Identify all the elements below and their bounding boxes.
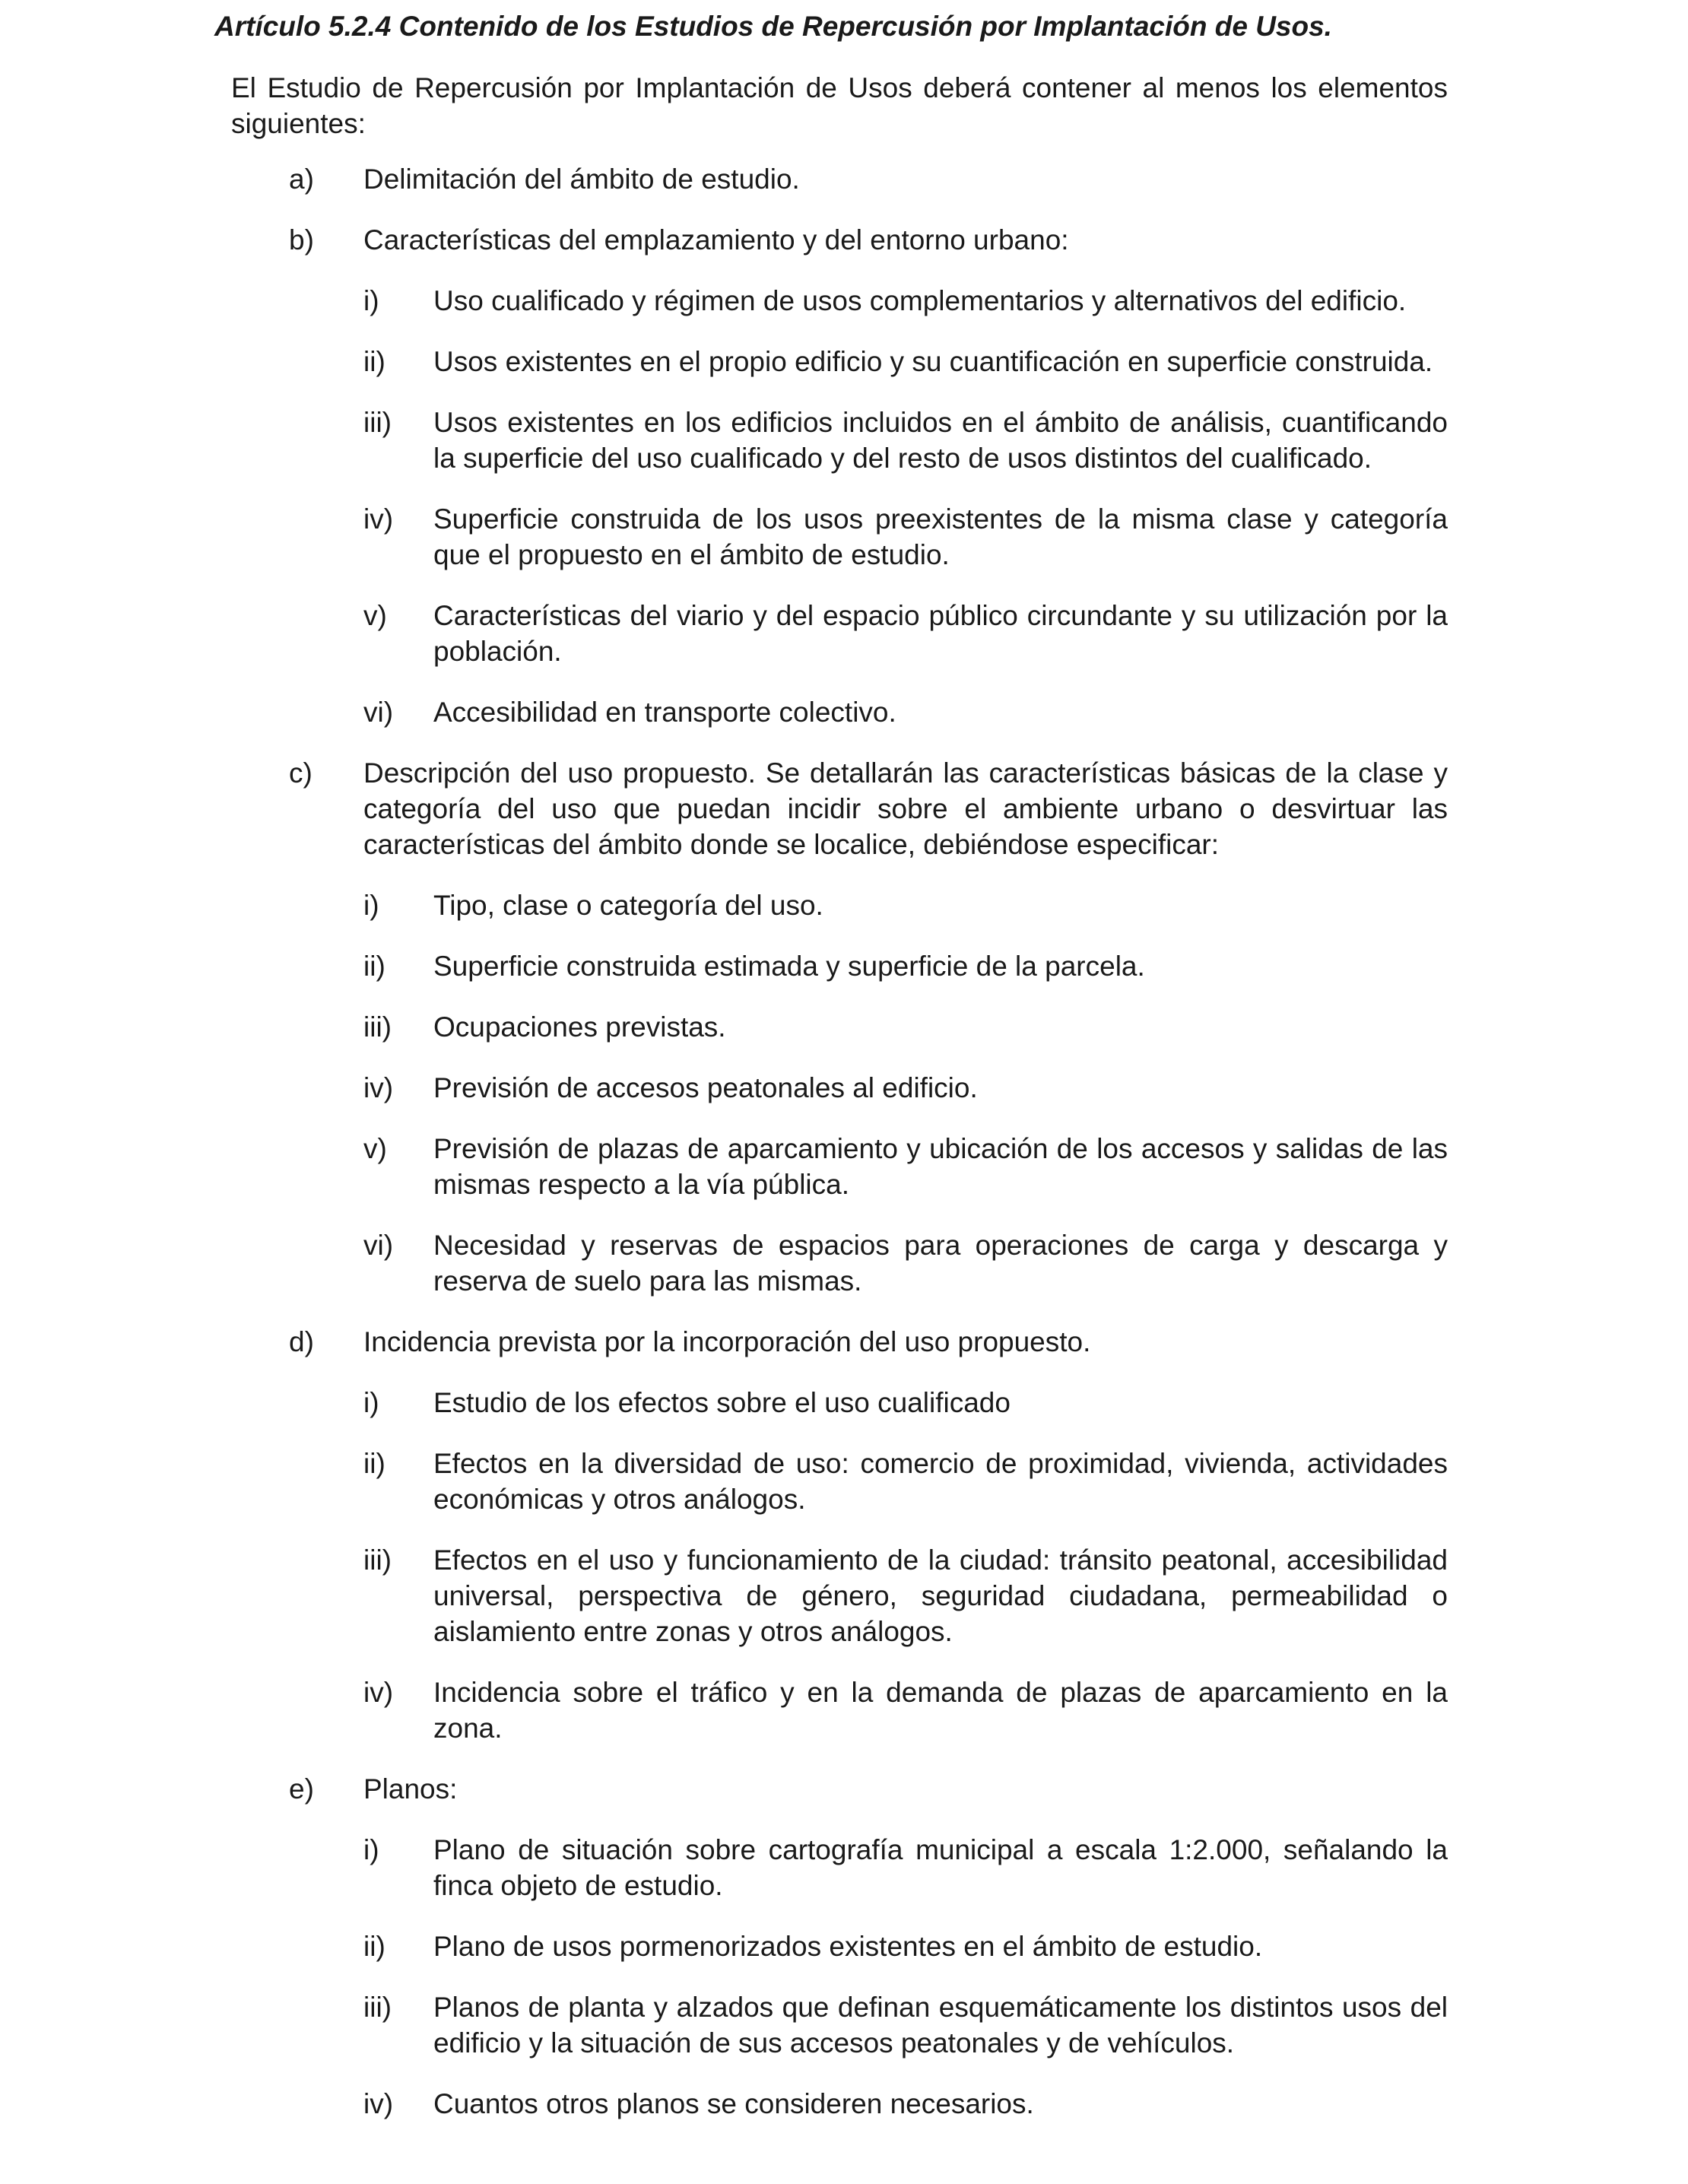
sub-list-item [363, 887, 1448, 923]
sub-list [363, 283, 1448, 730]
sub-list-item [363, 1542, 1448, 1649]
sub-list-item [363, 283, 1448, 319]
sub-list-item-text: Efectos en la diversidad de uso: comercio de proximidad, vivienda, actividades económicas y otros análogos. [433, 1448, 1448, 1515]
sub-list-item-text: Planos de planta y alzados que definan esquemáticamente los distintos usos del edificio y la situación de sus accesos peatonales y de vehículos. [433, 1992, 1448, 2059]
list-item-text: Descripción del uso propuesto. Se detallarán las características básicas de la clase y categoría del uso que puedan incidir sobre el ambiente urbano o desvirtuar las características del ámbito donde se localice, debiéndose especificar: [363, 757, 1448, 860]
list-item [289, 222, 1448, 730]
sub-list-item [363, 1832, 1448, 1903]
sub-list-item-marker: i) [363, 890, 379, 921]
sub-list-item-text: Uso cualificado y régimen de usos complementarios y alternativos del edificio. [433, 285, 1407, 316]
sub-list-item-text: Accesibilidad en transporte colectivo. [433, 697, 896, 728]
article-title: Artículo 5.2.4 Contenido de los Estudios de Repercusión por Implantación de Usos. [214, 11, 1332, 42]
list-item-marker: e) [289, 1773, 314, 1805]
list-item-marker: b) [289, 224, 314, 256]
sub-list-item [363, 1928, 1448, 1964]
sub-list-item [363, 598, 1448, 669]
sub-list-item-marker: v) [363, 600, 387, 631]
list-item [289, 161, 1448, 197]
sub-list-item [363, 1009, 1448, 1045]
sub-list-item-marker: vi) [363, 697, 394, 728]
sub-list-item-marker: iv) [363, 1677, 394, 1708]
list-item-text: Delimitación del ámbito de estudio. [363, 163, 800, 195]
sub-list-item [363, 405, 1448, 476]
sub-list [363, 1385, 1448, 1746]
sub-list-item [363, 1385, 1448, 1421]
list-item-text: Planos: [363, 1773, 458, 1805]
sub-list-item-marker: iv) [363, 2088, 394, 2119]
sub-list-item [363, 1227, 1448, 1299]
sub-list-item [363, 2086, 1448, 2122]
sub-list-item-text: Plano de usos pormenorizados existentes en el ámbito de estudio. [433, 1931, 1263, 1962]
sub-list-item [363, 1070, 1448, 1106]
sub-list-item-text: Necesidad y reservas de espacios para operaciones de carga y descarga y reserva de suelo para las mismas. [433, 1230, 1448, 1297]
sub-list-item [363, 1675, 1448, 1746]
list-item-marker: d) [289, 1326, 314, 1357]
sub-list-item-text: Plano de situación sobre cartografía municipal a escala 1:2.000, señalando la finca objeto de estudio. [433, 1834, 1448, 1901]
list-item-text: Características del emplazamiento y del entorno urbano: [363, 224, 1069, 256]
sub-list-item [363, 948, 1448, 984]
sub-list-item-marker: i) [363, 1834, 379, 1865]
requirements-list [0, 161, 1688, 2147]
sub-list-item-text: Incidencia sobre el tráfico y en la demanda de plazas de aparcamiento en la zona. [433, 1677, 1448, 1744]
sub-list-item-text: Estudio de los efectos sobre el uso cualificado [433, 1387, 1011, 1418]
sub-list-item-marker: ii) [363, 346, 386, 377]
sub-list-item-marker: vi) [363, 1230, 394, 1261]
sub-list-item-marker: v) [363, 1133, 387, 1164]
list-item [289, 1324, 1448, 1746]
sub-list-item [363, 1446, 1448, 1517]
sub-list-item-marker: iv) [363, 503, 394, 535]
sub-list-item-marker: iii) [363, 1011, 392, 1043]
sub-list [363, 1832, 1448, 2122]
sub-list-item-marker: iii) [363, 407, 392, 438]
intro-paragraph: El Estudio de Repercusión por Implantación de Usos deberá contener al menos los elementos siguientes: [231, 72, 1448, 139]
sub-list-item [363, 694, 1448, 730]
sub-list-item-text: Superficie construida de los usos preexistentes de la misma clase y categoría que el propuesto en el ámbito de estudio. [433, 503, 1448, 570]
sub-list-item [363, 1989, 1448, 2061]
list-item [289, 755, 1448, 1299]
sub-list-item-marker: ii) [363, 1931, 386, 1962]
sub-list-item-text: Previsión de plazas de aparcamiento y ubicación de los accesos y salidas de las mismas respecto a la vía pública. [433, 1133, 1448, 1200]
sub-list-item-marker: ii) [363, 951, 386, 982]
sub-list-item-text: Cuantos otros planos se consideren necesarios. [433, 2088, 1034, 2119]
sub-list [363, 887, 1448, 1299]
sub-list-item-text: Previsión de accesos peatonales al edificio. [433, 1072, 978, 1103]
sub-list-item-marker: iii) [363, 1992, 392, 2023]
list-item [289, 1771, 1448, 2122]
sub-list-item-marker: iv) [363, 1072, 394, 1103]
sub-list-item-marker: ii) [363, 1448, 386, 1479]
sub-list-item [363, 344, 1448, 379]
sub-list-item-marker: i) [363, 285, 379, 316]
sub-list-item-text: Usos existentes en los edificios incluidos en el ámbito de análisis, cuantificando la superficie del uso cualificado y del resto de usos distintos del cualificado. [433, 407, 1448, 474]
sub-list-item-text: Usos existentes en el propio edificio y su cuantificación en superficie construida. [433, 346, 1433, 377]
sub-list-item [363, 1131, 1448, 1202]
sub-list-item-marker: i) [363, 1387, 379, 1418]
sub-list-item-marker: iii) [363, 1544, 392, 1576]
sub-list-item-text: Efectos en el uso y funcionamiento de la ciudad: tránsito peatonal, accesibilidad universal, perspectiva de género, seguridad ciudadana, permeabilidad o aislamiento entre zonas y otros análogos. [433, 1544, 1448, 1647]
list-item-text: Incidencia prevista por la incorporación del uso propuesto. [363, 1326, 1091, 1357]
sub-list-item-text: Características del viario y del espacio público circundante y su utilización por la población. [433, 600, 1448, 667]
sub-list-item-text: Ocupaciones previstas. [433, 1011, 726, 1043]
sub-list-item-text: Tipo, clase o categoría del uso. [433, 890, 823, 921]
list-item-marker: c) [289, 757, 313, 789]
list-item-marker: a) [289, 163, 314, 195]
sub-list-item [363, 501, 1448, 573]
sub-list-item-text: Superficie construida estimada y superficie de la parcela. [433, 951, 1145, 982]
